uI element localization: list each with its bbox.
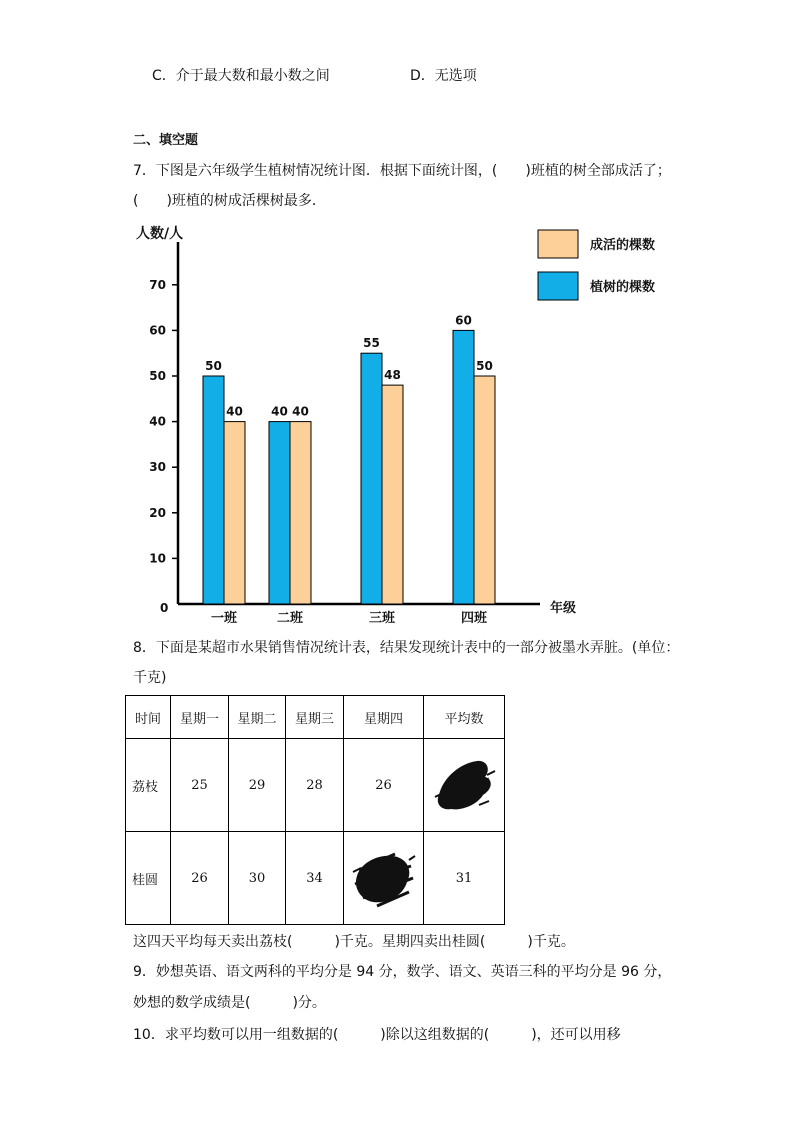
table-header: 平均数 bbox=[424, 696, 505, 739]
ink-blot-icon bbox=[351, 848, 417, 908]
question-9-line-1: 9．妙想英语、语文两科的平均分是 94 分，数学、语文、英语三科的平均分是 96 分， bbox=[133, 964, 672, 980]
legend-label: 成活的棵数 bbox=[590, 238, 656, 253]
bar-survived bbox=[474, 376, 495, 604]
table-header: 时间 bbox=[126, 696, 171, 739]
question-7-line-2: ( )班植的树成活棵树最多． bbox=[133, 193, 326, 209]
ink-blot-cell bbox=[424, 739, 505, 832]
table-cell: 30 bbox=[229, 832, 286, 925]
option-d: D．无选项 bbox=[410, 68, 477, 84]
ink-blot-cell bbox=[344, 832, 424, 925]
bar-survived bbox=[224, 422, 245, 604]
table-header: 星期三 bbox=[286, 696, 344, 739]
legend-swatch bbox=[538, 272, 578, 300]
table-cell: 26 bbox=[171, 832, 229, 925]
data-label: 60 bbox=[455, 313, 472, 328]
table-header-row bbox=[126, 696, 505, 739]
bar-planted bbox=[269, 422, 290, 604]
table-row bbox=[126, 832, 505, 925]
tree-planting-bar-chart bbox=[120, 218, 680, 636]
y-tick-label: 0 bbox=[160, 601, 169, 615]
y-tick-label: 70 bbox=[149, 277, 166, 292]
data-label: 50 bbox=[205, 359, 222, 373]
question-7-line-1: 7．下图是六年级学生植树情况统计图．根据下面统计图，( )班植的树全部成活了； bbox=[133, 163, 671, 179]
x-tick-label: 二班 bbox=[276, 611, 304, 626]
legend-label: 植树的棵数 bbox=[590, 280, 656, 295]
table-cell: 31 bbox=[424, 832, 505, 925]
fruit-sales-table bbox=[125, 695, 505, 925]
data-label: 55 bbox=[363, 336, 380, 351]
table-cell: 34 bbox=[286, 832, 344, 925]
data-label: 40 bbox=[226, 404, 243, 419]
y-axis-label: 人数/人 bbox=[136, 226, 184, 242]
table-header: 星期四 bbox=[344, 696, 424, 739]
y-tick-label: 40 bbox=[149, 414, 166, 429]
table-cell: 28 bbox=[286, 739, 344, 832]
question-8-answer-line: 这四天平均每天卖出荔枝( )千克。星期四卖出桂圆( )千克。 bbox=[133, 934, 575, 950]
bar-survived bbox=[290, 422, 311, 604]
data-label: 40 bbox=[292, 404, 309, 419]
question-8-line-1: 8．下面是某超市水果销售情况统计表，结果发现统计表中的一部分被墨水弄脏。(单位： bbox=[133, 640, 680, 656]
y-tick-label: 20 bbox=[149, 505, 166, 520]
y-tick-label: 50 bbox=[149, 369, 166, 383]
question-10-line-1: 10．求平均数可以用一组数据的( )除以这组数据的( )，还可以用移 bbox=[133, 1027, 621, 1043]
legend-swatch bbox=[538, 230, 578, 258]
table-header: 星期二 bbox=[229, 696, 286, 739]
table-cell: 25 bbox=[171, 739, 229, 832]
bar-planted bbox=[361, 353, 382, 604]
table-header: 星期一 bbox=[171, 696, 229, 739]
x-axis-label: 年级 bbox=[550, 601, 577, 616]
table-row bbox=[126, 739, 505, 832]
table-cell: 29 bbox=[229, 739, 286, 832]
data-label: 40 bbox=[271, 404, 288, 419]
table-cell: 26 bbox=[344, 739, 424, 832]
section-title: 二、填空题 bbox=[133, 133, 199, 148]
bar-planted bbox=[453, 330, 474, 604]
data-label: 48 bbox=[384, 368, 401, 383]
row-label-lychee: 荔枝 bbox=[126, 739, 171, 832]
y-tick-label: 10 bbox=[149, 551, 166, 566]
y-tick-label: 60 bbox=[149, 323, 166, 338]
bar-planted bbox=[203, 376, 224, 604]
x-tick-label: 三班 bbox=[368, 611, 396, 626]
option-c: C．介于最大数和最小数之间 bbox=[152, 68, 330, 84]
row-label-longan: 桂圆 bbox=[126, 832, 171, 925]
question-9-line-2: 妙想的数学成绩是( )分。 bbox=[133, 995, 326, 1011]
x-tick-label: 一班 bbox=[210, 611, 238, 626]
y-tick-label: 30 bbox=[149, 460, 166, 475]
ink-blot-icon bbox=[431, 755, 497, 815]
bar-survived bbox=[382, 385, 403, 604]
question-8-line-2: 千克) bbox=[133, 670, 167, 686]
data-label: 50 bbox=[476, 359, 493, 373]
x-tick-label: 四班 bbox=[460, 611, 488, 626]
